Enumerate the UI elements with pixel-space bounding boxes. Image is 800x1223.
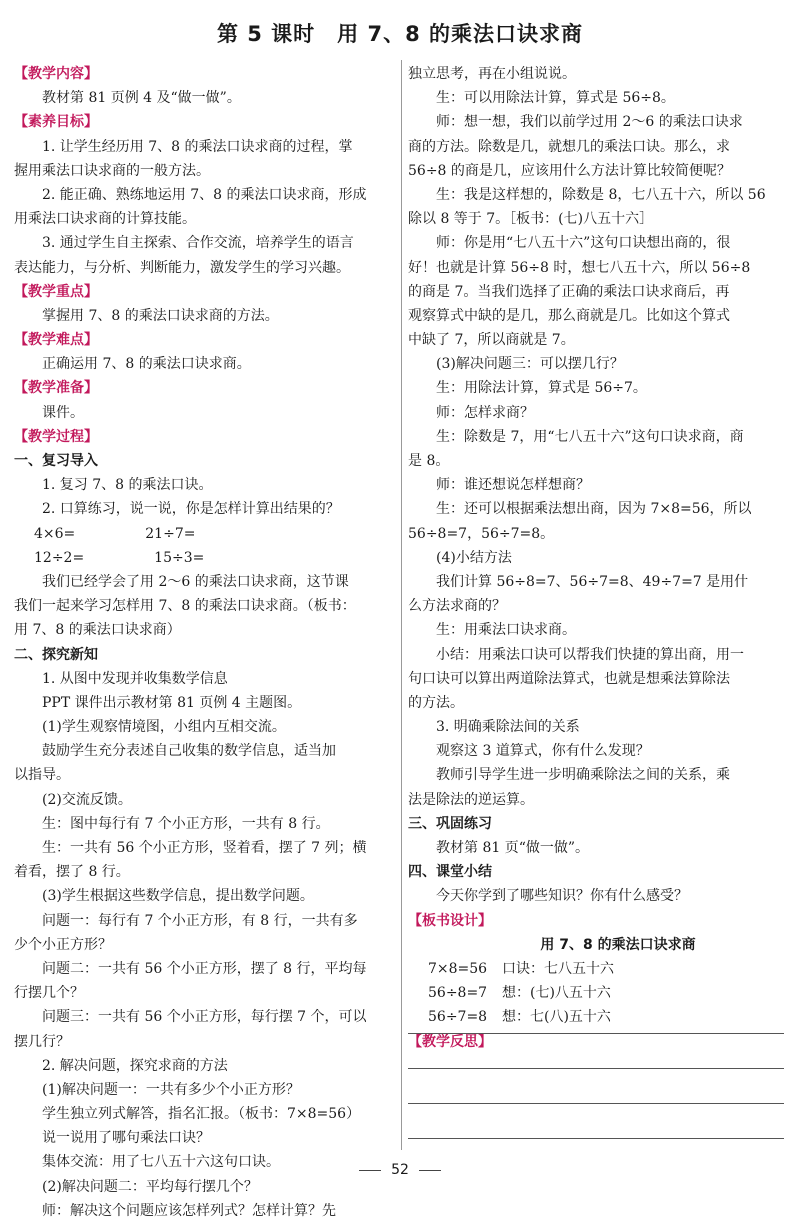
text-line: 师：谁还想说怎样想商？: [436, 477, 590, 494]
text-line: 1. 从图中发现并收集数学信息: [42, 670, 228, 687]
text-line: 生：除数是 7，用“七八五十六”这句口诀求商，商: [436, 428, 744, 445]
text-line: 生：可以用除法计算，算式是 56÷8。: [436, 90, 675, 107]
text-line: 掌握用 7、8 的乘法口诀求商的方法。: [42, 307, 279, 324]
page-number-footer: [0, 1162, 800, 1178]
section-heading: 四、课堂小结: [408, 864, 492, 881]
reflection-writing-line: [408, 1033, 784, 1034]
text-line: 1. 让学生经历用 7、8 的乘法口诀求商的过程，掌: [42, 138, 353, 155]
board-row: [408, 1005, 788, 1029]
text-line: 法是除法的逆运算。: [408, 791, 534, 808]
text-line: 的方法。: [408, 694, 464, 711]
board-row: [408, 981, 788, 1005]
text-line: PPT 课件出示教材第 81 页例 4 主题图。: [42, 694, 302, 711]
text-line: 独立思考，再在小组说说。: [408, 66, 576, 82]
text-line: 3. 通过学生自主探索、合作交流，培养学生的语言: [42, 235, 354, 252]
page-title: 第 5 课时 用 7、8 的乘法口诀求商: [216, 22, 584, 46]
text-line: 观察这 3 道算式，你有什么发现？: [436, 743, 650, 760]
text-line: (4)小结方法: [436, 549, 512, 566]
text-line: 今天你学到了哪些知识？你有什么感受？: [436, 888, 688, 905]
text-line: 么方法求商的？: [408, 598, 506, 615]
text-line: 鼓励学生充分表述自己收集的数学信息，适当加: [42, 743, 336, 760]
text-line: 行摆几个？: [14, 985, 84, 1002]
board-rule: 口诀：七八五十六: [502, 960, 614, 977]
section-tag: 【板书设计】: [408, 912, 492, 929]
right-column: [408, 62, 788, 1054]
text-line: 教材第 81 页“做一做”。: [436, 840, 590, 856]
text-line: 集体交流：用了七八五十六这句口诀。: [42, 1154, 280, 1171]
text-line: 生：用除法计算，算式是 56÷7。: [436, 380, 647, 397]
text-line: 小结：用乘法口诀可以帮我们快捷的算出商，用一: [436, 646, 744, 663]
board-rule: 想：(七)八五十六: [502, 985, 611, 1002]
text-line: 表达能力，与分析、判断能力，激发学生的学习兴趣。: [14, 259, 350, 276]
text-line: 的商是 7。当我们选择了正确的乘法口诀求商后，再: [408, 283, 730, 300]
text-line: 问题二：一共有 56 个小正方形，摆了 8 行，平均每: [42, 960, 367, 977]
text-line: 句口诀可以算出两道除法算式，也就是想乘法算除法: [408, 670, 730, 687]
board-equation: 7×8=56: [428, 960, 488, 977]
text-line: 教材第 81 页例 4 及“做一做”。: [42, 90, 241, 107]
text-line: 56÷8=7，56÷7=8。: [408, 525, 555, 542]
text-line: 生：我是这样想的，除数是 8，七八五十六，所以 56: [436, 186, 766, 203]
text-line: 12÷2= 15÷3=: [34, 549, 205, 566]
text-line: 56÷8 的商是几，应该用什么方法计算比较简便呢？: [408, 162, 731, 179]
section-heading: 二、探究新知: [14, 646, 98, 663]
section-heading: 一、复习导入: [14, 453, 98, 469]
reflection-writing-line: [408, 1138, 784, 1139]
text-line: (3)解决问题三：可以摆几行？: [436, 356, 624, 373]
text-line: 生：图中每行有 7 个小正方形，一共有 8 行。: [42, 815, 330, 832]
text-line: 我们已经学会了用 2～6 的乘法口诀求商，这节课: [42, 573, 349, 590]
text-line: 2. 口算练习，说一说，你是怎样计算出结果的？: [42, 501, 340, 518]
section-tag: 【教学重点】: [14, 283, 98, 300]
text-line: 学生独立列式解答，指名汇报。（板书：7×8=56）: [42, 1106, 361, 1123]
text-line: 课件。: [42, 404, 84, 421]
footer-dash-left: [359, 1170, 381, 1171]
text-line: 正确运用 7、8 的乘法口诀求商。: [42, 356, 251, 373]
text-line: 教师引导学生进一步明确乘除法之间的关系，乘: [436, 767, 730, 784]
text-line: 我们一起来学习怎样用 7、8 的乘法口诀求商。（板书：: [14, 598, 356, 615]
board-equation: 56÷7=8: [428, 1009, 488, 1026]
column-divider: [401, 60, 402, 1150]
board-rule: 想：七(八)五十六: [502, 1009, 611, 1026]
text-line: 握用乘法口诀求商的一般方法。: [14, 162, 210, 179]
text-line: 问题一：每行有 7 个小正方形，有 8 行，一共有多: [42, 912, 358, 929]
section-tag: 【教学内容】: [14, 66, 98, 82]
section-heading: 三、巩固练习: [408, 815, 492, 832]
board-title: 用 7、8 的乘法口诀求商: [540, 936, 696, 953]
text-line: (2)交流反馈。: [42, 791, 132, 808]
text-line: (2)解决问题二：平均每行摆几个？: [42, 1178, 258, 1195]
text-line: 生：用乘法口诀求商。: [436, 622, 576, 639]
text-line: 3. 明确乘除法间的关系: [436, 719, 580, 736]
text-line: 4×6= 21÷7=: [34, 525, 196, 542]
text-line: 2. 解决问题，探究求商的方法: [42, 1057, 228, 1074]
text-line: (3)学生根据这些数学信息，提出数学问题。: [42, 888, 314, 905]
text-line: 除以 8 等于 7。［板书：(七)八五十六］: [408, 211, 654, 228]
text-line: 师：怎样求商？: [436, 404, 534, 421]
board-equation: 56÷8=7: [428, 985, 488, 1002]
text-line: (1)解决问题一：一共有多少个小正方形？: [42, 1081, 300, 1098]
text-line: 着看，摆了 8 行。: [14, 864, 130, 881]
text-line: 师：解决这个问题应该怎样列式？怎样计算？先: [42, 1202, 336, 1219]
text-line: 用 7、8 的乘法口诀求商）: [14, 622, 181, 639]
text-line: (1)学生观察情境图，小组内互相交流。: [42, 719, 286, 736]
text-line: 1. 复习 7、8 的乘法口诀。: [42, 477, 213, 494]
text-line: 生：还可以根据乘法想出商，因为 7×8=56，所以: [436, 501, 752, 518]
page-number: 52: [391, 1162, 409, 1178]
section-tag: 【教学难点】: [14, 332, 98, 349]
text-line: 师：你是用“七八五十六”这句口诀想出商的，很: [436, 235, 731, 252]
text-line: 生：一共有 56 个小正方形，竖着看，摆了 7 列；横: [42, 840, 367, 856]
reflection-writing-line: [408, 1068, 784, 1069]
text-line: 商的方法。除数是几，就想几的乘法口诀。那么，求: [408, 138, 730, 155]
text-line: 中缺了 7，所以商就是 7。: [408, 332, 575, 349]
reflection-writing-line: [408, 1103, 784, 1104]
text-line: 少个小正方形？: [14, 936, 112, 953]
section-tag: 【素养目标】: [14, 114, 98, 131]
text-line: 以指导。: [14, 767, 70, 784]
text-line: 观察算式中缺的是几，那么商就是几。比如这个算式: [408, 307, 730, 324]
text-line: 问题三：一共有 56 个小正方形，每行摆 7 个，可以: [42, 1009, 367, 1026]
text-line: 用乘法口诀求商的计算技能。: [14, 211, 196, 228]
text-line: 好！也就是计算 56÷8 时，想七八五十六，所以 56÷8: [408, 259, 751, 276]
section-tag: 【教学准备】: [14, 380, 98, 397]
text-line: 是 8。: [408, 453, 450, 469]
text-line: 师：想一想，我们以前学过用 2～6 的乘法口诀求: [436, 114, 743, 131]
text-line: 摆几行？: [14, 1033, 70, 1050]
section-tag: 【教学过程】: [14, 428, 98, 445]
left-column: [14, 62, 396, 1223]
reflection-tag: 【教学反思】: [408, 1033, 492, 1050]
text-line: 说一说用了哪句乘法口诀？: [42, 1130, 210, 1147]
footer-dash-right: [419, 1170, 441, 1171]
text-line: 我们计算 56÷8=7、56÷7=8、49÷7=7 是用什: [436, 573, 749, 590]
text-line: 2. 能正确、熟练地运用 7、8 的乘法口诀求商，形成: [42, 186, 367, 203]
board-row: [408, 957, 788, 981]
